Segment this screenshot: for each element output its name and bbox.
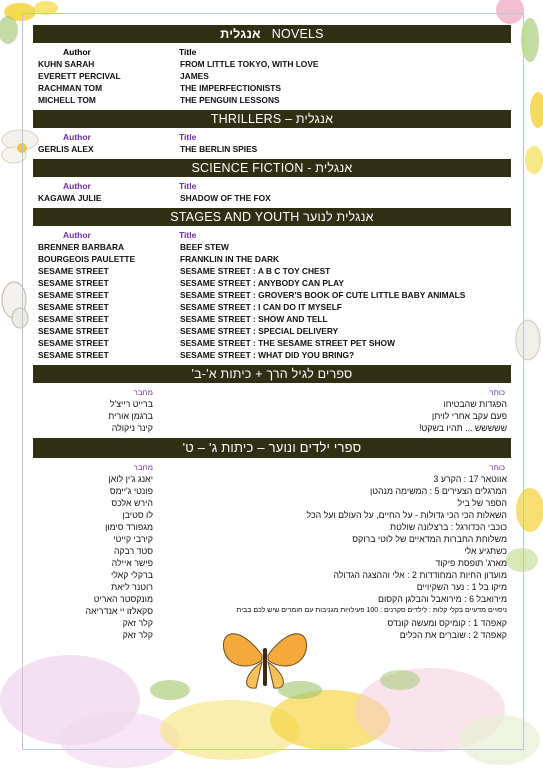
- section-header-kids-youth: [33, 438, 511, 458]
- author-cell: סטד רבקה: [113, 546, 153, 556]
- title-cell: SESAME STREET : SHOW AND TELL: [180, 314, 328, 324]
- list-item: [33, 410, 511, 422]
- science-fiction-title: SCIENCE FICTION - אנגלית: [191, 161, 353, 175]
- author-cell: קירבי קייטי: [113, 534, 153, 544]
- title-cell: SESAME STREET : I CAN DO IT MYSELF: [180, 302, 342, 312]
- kids-youth-title: ספרי ילדים ונוער – כיתות ג' – ט': [182, 440, 362, 455]
- list-item: [33, 94, 511, 106]
- early-readers-column-headers: [33, 387, 511, 398]
- title-column-header: כותר: [489, 388, 505, 397]
- title-cell: SESAME STREET : A B C TOY CHEST: [180, 266, 331, 276]
- title-cell: SESAME STREET : GROVER'S BOOK OF CUTE LITTLE BABY ANIMALS: [180, 290, 466, 300]
- author-cell: לו סטיבן: [122, 510, 153, 520]
- author-cell: SESAME STREET: [38, 266, 109, 276]
- list-item: [33, 337, 511, 349]
- list-item: [33, 192, 511, 204]
- thrillers-column-headers: [33, 131, 511, 143]
- title-cell: JAMES: [180, 71, 209, 81]
- author-cell: EVERETT PERCIVAL: [38, 71, 121, 81]
- author-cell: SESAME STREET: [38, 326, 109, 336]
- title-cell: ניסויים מדעיים בקלי קלות : לילדים סקרנים : 100 פעילויות מגניבות עם חומרים שיש לכם בבית: [236, 607, 507, 614]
- title-cell: מארג' תופסת פיקוד: [435, 558, 507, 568]
- title-cell: קאפהד 1 : קומיקס ומעשה קונדס: [387, 618, 507, 628]
- author-cell: SESAME STREET: [38, 338, 109, 348]
- novels-list: [33, 58, 511, 106]
- list-item: [33, 569, 511, 581]
- title-cell: FRANKLIN IN THE DARK: [180, 254, 280, 264]
- list-item: [33, 605, 511, 617]
- list-item: [33, 422, 511, 434]
- author-column-header: Author: [63, 181, 91, 191]
- list-item: [33, 509, 511, 521]
- list-item: [33, 58, 511, 70]
- title-column-header: Title: [179, 230, 197, 240]
- novels-title-he: אנגלית: [220, 27, 261, 41]
- list-item: [33, 593, 511, 605]
- author-cell: SESAME STREET: [38, 302, 109, 312]
- author-cell: KUHN SARAH: [38, 59, 95, 69]
- author-cell: מונקסטר האריט: [93, 594, 153, 604]
- list-item: [33, 289, 511, 301]
- author-cell: ברקלי קאלי: [110, 570, 153, 580]
- list-item: [33, 617, 511, 629]
- list-item: [33, 70, 511, 82]
- author-cell: סקאלזו יי אנדריאה: [85, 606, 153, 616]
- list-item: [33, 497, 511, 509]
- author-cell: ברייט רייצ'ל: [109, 399, 153, 409]
- list-item: [33, 485, 511, 497]
- title-column-header: Title: [179, 47, 197, 57]
- list-item: [33, 349, 511, 361]
- author-column-header: Author: [63, 132, 91, 142]
- title-cell: כוכבי הכדורגל : ברצלונה שולטת: [390, 522, 507, 532]
- title-cell: כשתגיע אלי: [464, 546, 507, 556]
- author-column-header: מחבר: [133, 388, 153, 397]
- author-cell: BRENNER BARBARA: [38, 242, 125, 252]
- list-item: [33, 473, 511, 485]
- title-cell: SESAME STREET : SPECIAL DELIVERY: [180, 326, 339, 336]
- author-cell: הירש אלכס: [111, 498, 153, 508]
- title-cell: THE PENGUIN LESSONS: [180, 95, 280, 105]
- author-cell: SESAME STREET: [38, 290, 109, 300]
- title-cell: מועדון החיות המחודדות 2 : אלי וההצגה הגדולה: [333, 570, 507, 580]
- author-cell: ברגמן אורית: [108, 411, 153, 421]
- list-item: [33, 545, 511, 557]
- list-item: [33, 629, 511, 641]
- title-cell: BEEF STEW: [180, 242, 229, 252]
- author-cell: KAGAWA JULIE: [38, 193, 102, 203]
- title-cell: מירואבל 6 : מירואבל והבלגן הקסום: [378, 594, 507, 604]
- thrillers-title: THRILLERS – אנגלית: [210, 112, 334, 126]
- novels-title-en: NOVELS: [271, 27, 324, 41]
- list-item: [33, 557, 511, 569]
- kids-youth-list: [33, 473, 511, 641]
- kids-youth-column-headers: [33, 462, 511, 473]
- title-cell: SESAME STREET : ANYBODY CAN PLAY: [180, 278, 344, 288]
- list-item: [33, 521, 511, 533]
- author-column-header: Author: [63, 230, 91, 240]
- title-cell: השאלות הכי הכי גדולות - על החיים, על העולם ועל הכל: [306, 510, 507, 520]
- list-item: [33, 241, 511, 253]
- title-cell: FROM LITTLE TOKYO, WITH LOVE: [180, 59, 319, 69]
- list-item: [33, 143, 511, 155]
- title-cell: ששששש ... תהיו בשקט!: [419, 423, 507, 433]
- early-readers-list: [33, 398, 511, 434]
- list-item: [33, 253, 511, 265]
- author-cell: SESAME STREET: [38, 278, 109, 288]
- science-fiction-column-headers: [33, 180, 511, 192]
- section-header-novels: [33, 25, 511, 43]
- early-readers-title: ספרים לגיל הרך + כיתות א'-ב': [191, 367, 353, 381]
- author-cell: יאנג ג'ין לואן: [108, 474, 153, 484]
- author-column-header: Author: [63, 47, 91, 57]
- stages-youth-column-headers: [33, 229, 511, 241]
- list-item: [33, 301, 511, 313]
- list-item: [33, 398, 511, 410]
- section-header-stages-youth: [33, 208, 511, 226]
- title-column-header: Title: [179, 181, 197, 191]
- title-cell: SHADOW OF THE FOX: [180, 193, 271, 203]
- list-item: [33, 581, 511, 593]
- author-cell: קינר ניקולה: [111, 423, 153, 433]
- title-cell: SESAME STREET : THE SESAME STREET PET SHOW: [180, 338, 395, 348]
- title-cell: המרגלים הצעירים 5 : המשימה מנהטן: [369, 486, 507, 496]
- title-cell: הספר של ביל: [457, 498, 507, 508]
- author-cell: RACHMAN TOM: [38, 83, 103, 93]
- author-cell: SESAME STREET: [38, 314, 109, 324]
- title-cell: משלוחת החברות המדאיים של לוטי ברוקס: [352, 534, 507, 544]
- author-cell: GERLIS ALEX: [38, 144, 94, 154]
- author-cell: רוטנר ליאת: [111, 582, 153, 592]
- list-item: [33, 265, 511, 277]
- title-cell: SESAME STREET : WHAT DID YOU BRING?: [180, 350, 355, 360]
- author-cell: פישר איילה: [111, 558, 153, 568]
- author-cell: פונטי ג'יימס: [109, 486, 153, 496]
- author-column-header: מחבר: [133, 463, 153, 472]
- list-item: [33, 533, 511, 545]
- title-cell: מיקו בל 1 : נער השקיויים: [416, 582, 507, 592]
- author-cell: BOURGEOIS PAULETTE: [38, 254, 136, 264]
- title-cell: THE BERLIN SPIES: [180, 144, 258, 154]
- title-cell: אווטאר 17 : הקרע 3: [433, 474, 507, 484]
- list-item: [33, 277, 511, 289]
- author-cell: קלר זאק: [122, 630, 153, 640]
- section-header-thrillers: [33, 110, 511, 128]
- title-cell: פעם עקב אחרי לויתן: [431, 411, 507, 421]
- section-header-early-readers: [33, 365, 511, 383]
- list-item: [33, 325, 511, 337]
- title-cell: קאפהד 2 : שוברים את הכלים: [399, 630, 507, 640]
- author-cell: קלר זאק: [122, 618, 153, 628]
- novels-column-headers: [33, 46, 511, 58]
- title-column-header: כותר: [489, 463, 505, 472]
- list-item: [33, 82, 511, 94]
- section-header-science-fiction: [33, 159, 511, 177]
- catalog-content: [33, 25, 511, 641]
- title-column-header: Title: [179, 132, 197, 142]
- author-cell: MICHELL TOM: [38, 95, 96, 105]
- title-cell: הפגדות שהבטיחו: [443, 399, 507, 409]
- author-cell: מגפורד סימון: [105, 522, 153, 532]
- title-cell: THE IMPERFECTIONISTS: [180, 83, 281, 93]
- list-item: [33, 313, 511, 325]
- stages-youth-list: [33, 241, 511, 361]
- author-cell: SESAME STREET: [38, 350, 109, 360]
- stages-youth-title: STAGES AND YOUTH אנגלית לנוער: [170, 210, 374, 224]
